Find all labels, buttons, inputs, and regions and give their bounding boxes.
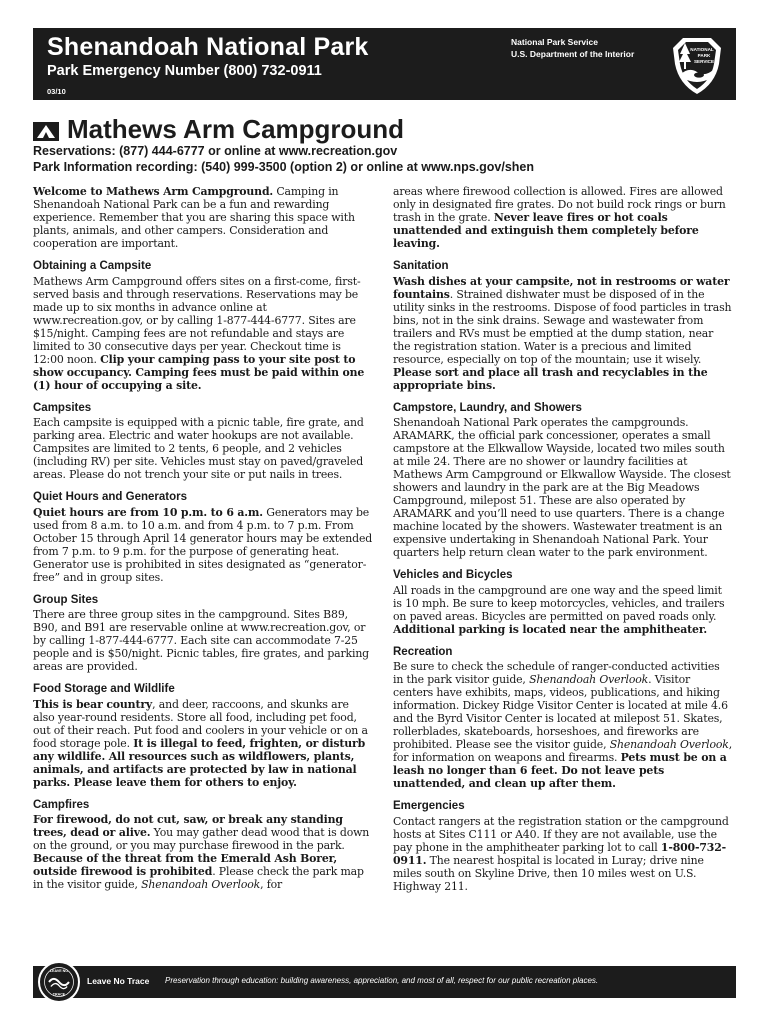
bold-text: Never leave fires or hot coals unattended and extinguish them completely before leaving. (393, 211, 699, 250)
bold-text: Clip your camping pass to your site post to show occupancy. Camping fees must be paid within one (1) hour of occupying a site. (33, 352, 365, 392)
page-title: Mathews Arm Campground (67, 114, 405, 144)
reservations-line: Reservations: (877) 444-6777 or online at www.recreation.gov (33, 144, 398, 158)
body-text: . Strained dishwater must be disposed of in the utility sinks in the restrooms. Dispose of food particles in trash bins, not in the sink drains. Sewage and wastewater from trailers and RVs must be emptied at the dump station, near the registration station. Water is a precious and limited resource, especially on top of the mountain; use it wisely. (393, 287, 732, 366)
leave-no-trace-logo-icon (38, 961, 80, 1003)
section-campfires-continued (393, 185, 733, 250)
left-column (33, 185, 373, 901)
right-column (393, 185, 733, 903)
section-heading: Campfires (33, 798, 90, 811)
agency-block (511, 37, 634, 60)
bold-text: It is illegal to feed, frighten, or disturb any wildlife. All resources such as wildflowers, plants, animals, and artifacts are protected by law in national parks. Please leave them for others to enjoy. (33, 736, 366, 789)
park-info-line: Park Information recording: (540) 999-3500 (option 2) or online at www.nps.gov/shen (33, 160, 535, 174)
section-heading: Recreation (393, 645, 453, 658)
italic-title: Shenandoah Overlook (141, 878, 261, 891)
park-name: Shenandoah National Park (47, 33, 369, 61)
body-text: Shenandoah National Park operates the campgrounds. ARAMARK, the official park concessioner, operates a small campstore at the Elkwallow Wayside, located two miles south at mile 24. There are no shower or laundry facilities at Mathews Arm Campground or Elkwallow Wayside. The closest showers and laundry in the park are at the Big Meadows Campground, milepost 51. These are also operated by ARAMARK and you’ll need to use quarters. There is a change machine located by the showers. Wastewater treatment is an expensive undertaking in Shenandoah National Park. Your quarters help return clean water to the park environment. (393, 416, 731, 559)
body-text: Mathews Arm Campground offers sites on a first-come, first-served basis and through reservations. Reservations may be made up to six months in advance online at www.recreation.gov, or by calling 1-877-444-6777. Sites are $15/night. Camping fees are not refundable and stays are limited to 30 consecutive days per year. Checkout time is 12:00 noon. (33, 274, 361, 366)
tent-icon (33, 122, 59, 141)
body-text: . Please check the park map in the visitor guide, (33, 865, 364, 891)
footer-banner (33, 966, 736, 998)
section-quiet-hours-and-generators (33, 491, 373, 584)
section-vehicles-and-bicycles (393, 569, 733, 636)
section-paragraph (33, 275, 373, 392)
section-heading: Campsites (33, 401, 92, 414)
bold-text: Pets must be on a leash no longer than 6 feet. Do not leave pets unattended, and clean up after them. (393, 751, 727, 790)
svg-text:SERVICE: SERVICE (693, 59, 715, 64)
body-text: , and deer, raccoons, and skunks are also year-round residents. Store all food, including pet food, out of their reach. Put food and coolers in your vehicle or on a food storage pole. (33, 697, 368, 750)
section-welcome (33, 185, 373, 250)
bold-text: Welcome to Mathews Arm Campground. (33, 185, 274, 198)
section-heading: Obtaining a Campsite (33, 260, 152, 272)
bold-text: Additional parking is located near the amphitheater. (393, 622, 708, 636)
body-text: , for (260, 878, 283, 891)
svg-text:TRACE: TRACE (52, 992, 66, 997)
section-heading: Campstore, Laundry, and Showers (393, 401, 582, 414)
bold-text: Because of the threat from the Emerald Ash Borer, outside firewood is prohibited (33, 852, 338, 878)
section-paragraph (393, 185, 733, 250)
body-text: Each campsite is equipped with a picnic table, fire grate, and parking area. Electric and water hookups are not available. Campsites are limited to 2 tents, 6 people, and 2 vehicles (including RV) per site. Vehicles must stay on paved/graveled areas. Please do not trench your site or put nails in trees. (33, 416, 364, 481)
bold-text: 1-800-732-0911. (393, 840, 727, 867)
body-text: Camping in Shenandoah National Park can be a fun and rewarding experience. Remember that you are sharing this space with plants, animals, and other campers. Consideration and cooperation are important. (33, 185, 355, 250)
body-text: areas where firewood collection is allowed. Fires are allowed only in designated fire grates. Do not build rock rings or burn trash in the grate. (393, 185, 726, 224)
section-paragraph (33, 416, 373, 481)
section-heading: Sanitation (393, 260, 449, 272)
body-text: , for information on weapons and firearms. (393, 738, 733, 764)
footer-tagline: Preservation through education: building awareness, appreciation, and most of all, respect for our public recreation places. (165, 976, 599, 985)
section-paragraph (33, 813, 373, 891)
svg-text:PARK: PARK (697, 53, 711, 58)
section-paragraph (393, 275, 733, 392)
section-heading: Food Storage and Wildlife (33, 683, 175, 695)
section-emergencies (393, 800, 733, 893)
bold-text: Quiet hours are from 10 p.m. to 6 a.m. (33, 505, 263, 519)
section-paragraph (33, 698, 373, 789)
date-code: 03/10 (47, 87, 66, 96)
section-paragraph (393, 416, 733, 559)
body-text: You may gather dead wood that is down on the ground, or you may purchase firewood in the park. (33, 826, 370, 852)
section-heading: Quiet Hours and Generators (33, 491, 188, 503)
bold-text: Please sort and place all trash and recyclables in the appropriate bins. (393, 365, 708, 392)
body-text: Contact rangers at the registration station or the campground hosts at Sites C111 or A40. If they are not available, use the pay phone in the amphitheater parking lot to call (393, 814, 729, 854)
section-heading: Vehicles and Bicycles (393, 569, 513, 581)
bold-text: This is bear country (33, 697, 153, 711)
section-paragraph (393, 815, 733, 893)
section-paragraph (393, 584, 733, 636)
section-paragraph (33, 185, 373, 250)
section-food-storage-and-wildlife (33, 683, 373, 789)
agency-line-2: U.S. Department of the Interior (511, 48, 635, 59)
svg-text:NATIONAL: NATIONAL (690, 47, 714, 52)
section-campstore-laundry-and-showers (393, 402, 733, 560)
body-text: The nearest hospital is located in Luray; drive nine miles south on Skyline Drive, then 10 miles west on U.S. Highway 211. (393, 853, 704, 893)
bold-text: For firewood, do not cut, saw, or break any standing trees, dead or alive. (33, 813, 343, 839)
body-text: . Visitor centers have exhibits, maps, videos, publications, and hiking information. Dickey Ridge Visitor Center is located at mile 4.6 and the Byrd Visitor Center is located at milepost 51. Skates, rollerblades, skateboards, horseshoes, and fireworks are prohibited. Please see the visitor guide, (393, 673, 728, 751)
agency-line-1: National Park Service (511, 37, 598, 47)
header-banner (33, 28, 736, 100)
section-paragraph (33, 608, 373, 673)
emergency-number: Park Emergency Number (800) 732-0911 (47, 63, 322, 79)
section-paragraph (393, 660, 733, 790)
body-text: All roads in the campground are one way and the speed limit is 10 mph. Be sure to keep motorcycles, vehicles, and trailers on paved areas. Bicycles are permitted on paved roads only. (393, 583, 725, 623)
section-sanitation (393, 260, 733, 392)
section-paragraph (33, 506, 373, 584)
italic-title: Shenandoah Overlook (529, 673, 649, 686)
body-text: Be sure to check the schedule of ranger-conducted activities in the park visitor guide, (393, 660, 720, 686)
section-campsites (33, 402, 373, 482)
section-group-sites (33, 594, 373, 674)
section-recreation (393, 646, 733, 791)
nps-arrowhead-icon (669, 34, 725, 96)
section-heading: Group Sites (33, 593, 99, 606)
svg-text:LEAVE NO: LEAVE NO (49, 969, 69, 974)
section-obtaining-a-campsite (33, 260, 373, 392)
section-heading: Emergencies (393, 800, 465, 812)
section-campfires (33, 799, 373, 892)
body-text: Generators may be used from 8 a.m. to 10 a.m. and from 4 p.m. to 7 p.m. From October 15 through April 14 generator hours may be extended from 7 p.m. to 9 p.m. for the purpose of generating heat. Generator use is prohibited in sites designated as “generator-free” and in group sites. (33, 505, 373, 584)
italic-title: Shenandoah Overlook (609, 738, 729, 751)
bold-text: Wash dishes at your campsite, not in restrooms or water fountains (393, 274, 730, 301)
leave-no-trace-name: Leave No Trace (87, 976, 150, 986)
body-text: There are three group sites in the campground. Sites B89, B90, and B91 are reservable online at www.recreation.gov, or by calling 1-877-444-6777. Each site can accommodate 7-25 people and is $50/night. Picnic tables, fire grates, and parking areas are provided. (33, 608, 370, 673)
